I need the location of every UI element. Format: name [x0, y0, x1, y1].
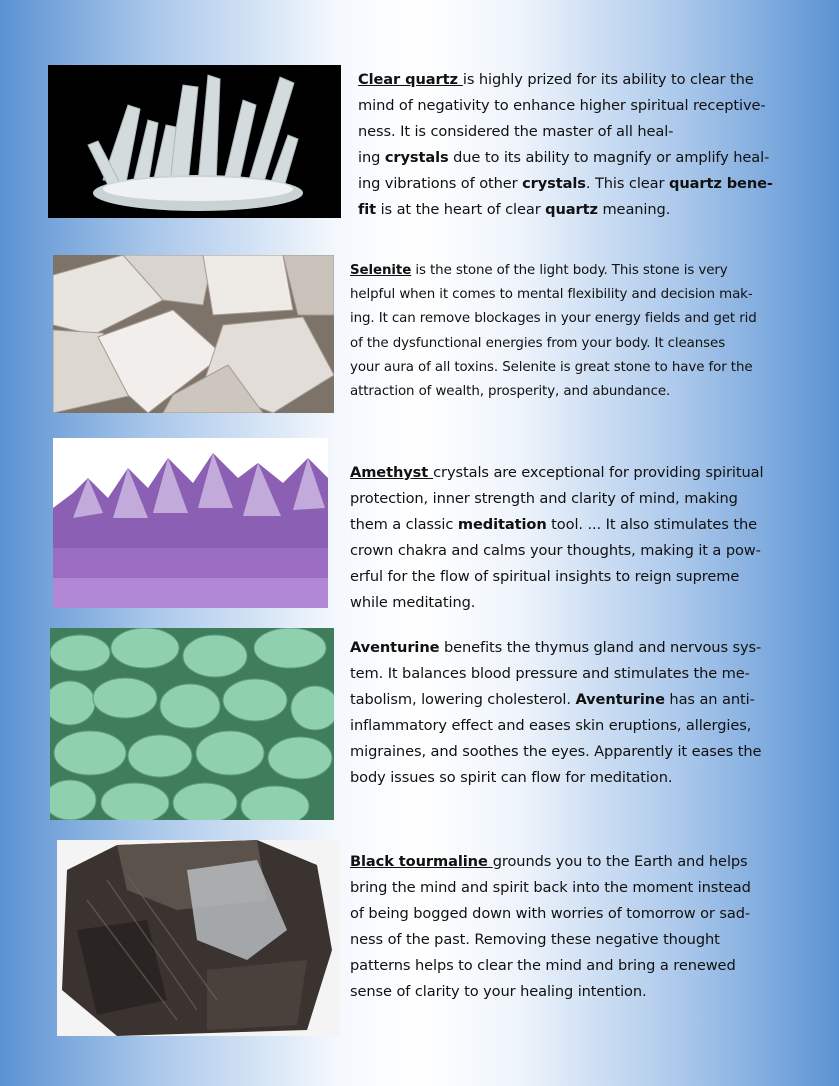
text-run: erful for the flow of spiritual insights to reign supreme: [350, 568, 740, 585]
text-run: benefits the thymus gland and nervous sys-: [439, 639, 762, 656]
text-line: [350, 849, 751, 875]
text-run: tabolism, lowering cholesterol.: [350, 691, 576, 708]
stone-name: Amethyst: [350, 464, 434, 481]
text-run: ness of the past. Removing these negative thought: [350, 931, 720, 948]
text-line: [350, 590, 763, 616]
bold-term: crystals: [384, 149, 449, 166]
text-run: body issues so spirit can flow for meditation.: [350, 769, 673, 786]
text-line: [350, 875, 751, 901]
text-line: [358, 145, 773, 171]
text-line: [350, 979, 751, 1005]
black-tourmaline-image: [57, 840, 340, 1036]
bold-term: Aventurine: [350, 639, 440, 656]
text-line: [350, 356, 757, 380]
text-line: [358, 197, 773, 223]
text-line: [350, 564, 763, 590]
text-line: [350, 380, 757, 404]
text-line: [358, 171, 773, 197]
selenite-description: [350, 259, 757, 404]
text-run: your aura of all toxins. Selenite is great stone to have for the: [350, 359, 753, 375]
text-run: tem. It balances blood pressure and stimulates the me-: [350, 665, 750, 682]
clear-quartz-image: [48, 65, 341, 218]
text-line: [350, 765, 761, 791]
text-run: due to its ability to magnify or amplify heal-: [448, 149, 770, 166]
text-run: . This clear: [585, 175, 669, 192]
text-run: ing vibrations of other: [358, 175, 523, 192]
clear-quartz-description: [358, 67, 773, 223]
text-run: helpful when it comes to mental flexibility and decision mak-: [350, 287, 753, 303]
text-run: ness. It is considered the master of all heal-: [358, 123, 674, 140]
text-line: [350, 739, 761, 765]
text-line: [350, 927, 751, 953]
text-run: ing. It can remove blockages in your energy fields and get rid: [350, 311, 757, 327]
text-run: protection, inner strength and clarity of mind, making: [350, 490, 738, 507]
text-run: attraction of wealth, prosperity, and abundance.: [350, 384, 671, 400]
text-run: bring the mind and spirit back into the moment instead: [350, 879, 751, 896]
text-run: inflammatory effect and eases skin eruptions, allergies,: [350, 717, 752, 734]
text-line: [350, 486, 763, 512]
text-run: has an anti-: [664, 691, 755, 708]
text-line: [350, 901, 751, 927]
text-run: them a classic: [350, 516, 458, 533]
text-line: [358, 67, 773, 93]
text-run: crystals are exceptional for providing spiritual: [433, 464, 764, 481]
text-run: is highly prized for its ability to clear the: [462, 71, 754, 88]
text-line: [350, 661, 761, 687]
text-line: [350, 460, 763, 486]
text-line: [350, 332, 757, 356]
text-line: [350, 538, 763, 564]
bold-term: fit: [358, 201, 377, 218]
text-line: [350, 307, 757, 331]
text-line: [358, 119, 773, 145]
text-run: ing: [358, 149, 385, 166]
aventurine-description: [350, 635, 761, 791]
text-line: [350, 953, 751, 979]
text-line: [350, 635, 761, 661]
text-run: while meditating.: [350, 594, 476, 611]
bold-term: Aventurine: [575, 691, 665, 708]
stone-name: Clear quartz: [358, 71, 463, 88]
text-run: of the dysfunctional energies from your body. It cleanses: [350, 335, 726, 351]
text-line: [358, 93, 773, 119]
text-run: mind of negativity to enhance higher spiritual receptive-: [358, 97, 766, 114]
text-run: is the stone of the light body. This stone is very: [411, 263, 728, 278]
text-run: is at the heart of clear: [376, 201, 546, 218]
text-run: grounds you to the Earth and helps: [492, 853, 748, 870]
text-line: [350, 512, 763, 538]
bold-term: quartz: [545, 201, 598, 218]
aventurine-image: [50, 628, 334, 820]
amethyst-description: [350, 460, 763, 616]
stone-name: Selenite: [350, 263, 412, 278]
text-run: sense of clarity to your healing intention.: [350, 983, 647, 1000]
text-run: tool. ... It also stimulates the: [546, 516, 758, 533]
selenite-image: [53, 255, 334, 413]
text-line: [350, 283, 757, 307]
text-run: of being bogged down with worries of tomorrow or sad-: [350, 905, 751, 922]
stone-name: Black tourmaline: [350, 853, 493, 870]
text-line: [350, 713, 761, 739]
black-tourmaline-description: [350, 849, 751, 1005]
bold-term: quartz bene-: [668, 175, 773, 192]
text-line: [350, 259, 757, 283]
text-line: [350, 687, 761, 713]
text-run: migraines, and soothes the eyes. Apparently it eases the: [350, 743, 762, 760]
bold-term: meditation: [457, 516, 547, 533]
text-run: crown chakra and calms your thoughts, making it a pow-: [350, 542, 761, 559]
text-run: patterns helps to clear the mind and bring a renewed: [350, 957, 736, 974]
bold-term: crystals: [522, 175, 586, 192]
text-run: meaning.: [597, 201, 671, 218]
amethyst-image: [53, 438, 328, 608]
